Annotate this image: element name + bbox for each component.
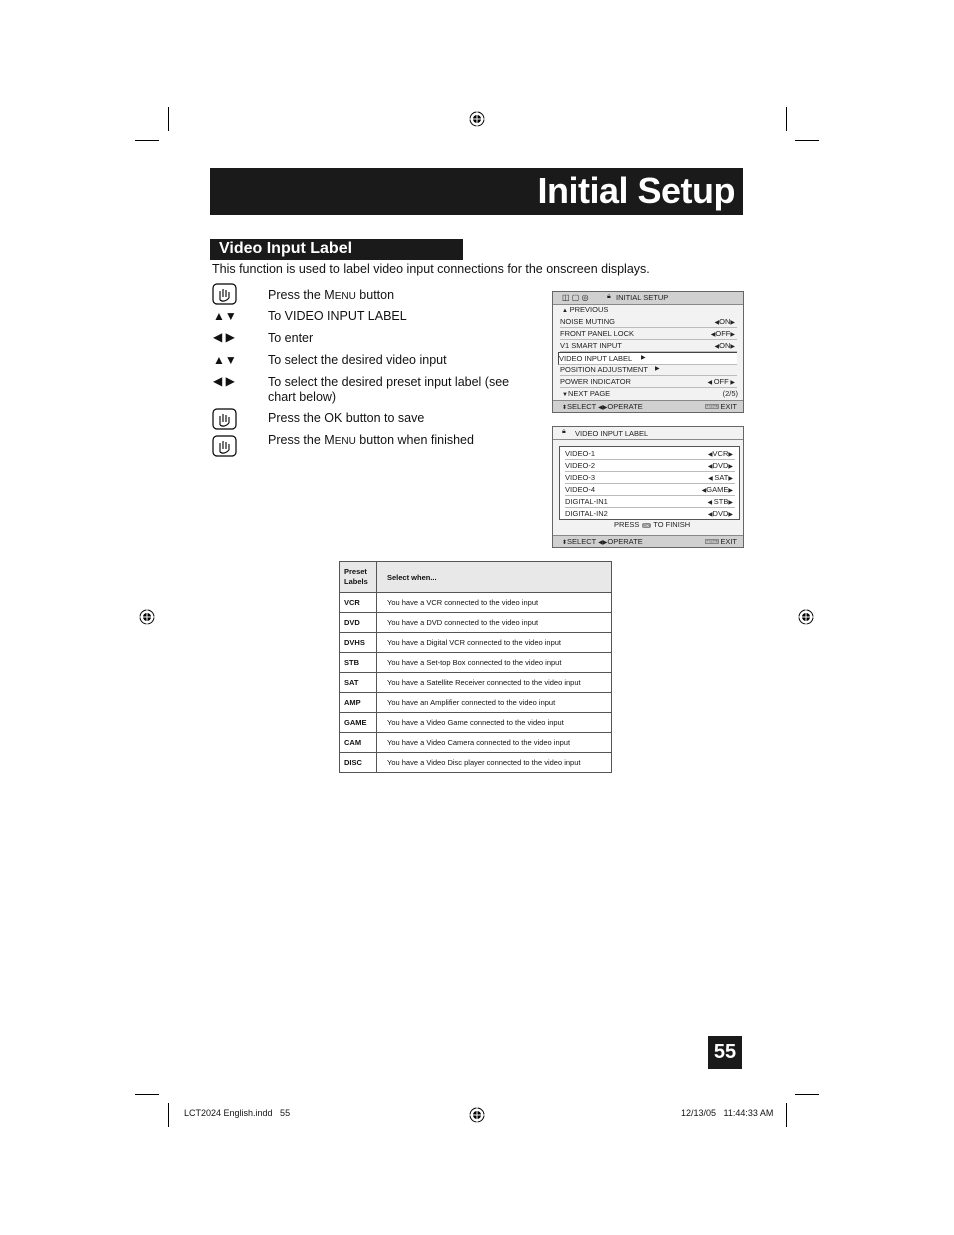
table-row bbox=[340, 673, 612, 693]
page-number: 55 bbox=[708, 1036, 742, 1069]
table-cell: You have a Video Game connected to the video input bbox=[377, 713, 612, 733]
osd-previous[interactable]: ▲ PREVIOUS bbox=[562, 305, 609, 314]
registration-mark-icon bbox=[798, 609, 814, 625]
table-cell: SAT bbox=[340, 673, 377, 693]
preset-labels-table bbox=[339, 561, 612, 773]
table-row bbox=[340, 733, 612, 753]
osd-title: INITIAL SETUP bbox=[616, 293, 669, 302]
table-cell: DVD bbox=[340, 613, 377, 633]
table-row bbox=[340, 753, 612, 773]
table-cell: You have a Video Disc player connected to the video input bbox=[377, 753, 612, 773]
osd-row-v1-smart-input[interactable]: V1 SMART INPUT ◀ON▶ bbox=[560, 341, 735, 350]
step-3-text: To enter bbox=[268, 331, 314, 345]
table-header-cell: Preset Labels bbox=[340, 562, 377, 593]
table-header-cell: Select when... bbox=[377, 562, 612, 593]
table-cell: You have a VCR connected to the video input bbox=[377, 593, 612, 613]
table-cell: DVHS bbox=[340, 633, 377, 653]
title-bar bbox=[210, 168, 743, 215]
table-cell: You have a DVD connected to the video input bbox=[377, 613, 612, 633]
crop-mark bbox=[168, 1103, 169, 1127]
crop-mark bbox=[795, 140, 819, 141]
lock-icon: 🔒︎ bbox=[607, 293, 611, 300]
up-down-arrows-icon: ▲▼ bbox=[213, 353, 237, 367]
table-cell: You have an Amplifier connected to the video input bbox=[377, 693, 612, 713]
remote-hand-icon bbox=[212, 435, 238, 457]
osd-row-video-input-label[interactable]: VIDEO INPUT LABEL ▶ bbox=[558, 352, 737, 365]
table-row bbox=[340, 713, 612, 733]
ok-key-icon: OK bbox=[643, 523, 650, 528]
table-row bbox=[340, 653, 612, 673]
table-cell: CAM bbox=[340, 733, 377, 753]
osd-label-row-video-4[interactable]: VIDEO-4 ◀GAME▶ bbox=[565, 485, 733, 494]
step-6-text: Press the OK button to save bbox=[268, 411, 425, 425]
osd-row-front-panel-lock[interactable]: FRONT PANEL LOCK ◀OFF▶ bbox=[560, 329, 735, 338]
table-cell: You have a Digital VCR connected to the video input bbox=[377, 633, 612, 653]
osd-press-to-finish: PRESS OK TO FINISH bbox=[614, 520, 691, 529]
remote-hand-icon bbox=[212, 283, 238, 305]
crop-mark bbox=[786, 1103, 787, 1127]
left-right-arrows-icon: ◀ ▶ bbox=[213, 374, 235, 388]
section-title: Video Input Label bbox=[219, 240, 353, 257]
lock-icon: 🔒︎ bbox=[562, 428, 566, 435]
step-5-text: To select the desired preset input label (see chart below) bbox=[268, 375, 510, 404]
step-1-text: Press the MENU button bbox=[268, 288, 395, 302]
intro-text: This function is used to label video input connections for the onscreen displays. bbox=[212, 262, 650, 276]
osd-row-position-adjustment[interactable]: POSITION ADJUSTMENT ▶ bbox=[560, 364, 737, 376]
table-header-row bbox=[340, 562, 612, 593]
page-title: Initial Setup bbox=[537, 170, 735, 211]
crop-mark bbox=[135, 140, 159, 141]
osd-title: VIDEO INPUT LABEL bbox=[575, 429, 649, 438]
menu-key-icon: MENU bbox=[706, 404, 718, 409]
table-cell: VCR bbox=[340, 593, 377, 613]
osd-page-indicator: (2/5) bbox=[722, 389, 738, 398]
footer-timestamp: 12/13/05 11:44:33 AM bbox=[681, 1108, 774, 1118]
crop-mark bbox=[168, 107, 169, 131]
osd-label-row-video-1[interactable]: VIDEO-1 ◀VCR▶ bbox=[565, 449, 733, 458]
osd-next-page[interactable]: ▼NEXT PAGE bbox=[562, 389, 611, 398]
section-header bbox=[210, 239, 463, 260]
registration-mark-icon bbox=[139, 609, 155, 625]
table-cell: AMP bbox=[340, 693, 377, 713]
table-cell: STB bbox=[340, 653, 377, 673]
left-right-arrows-icon: ◀ ▶ bbox=[213, 330, 235, 344]
step-7-text: Press the MENU button when finished bbox=[268, 433, 474, 447]
osd-header bbox=[553, 427, 743, 440]
footer-file-name: LCT2024 English.indd 55 bbox=[184, 1108, 291, 1118]
table-row bbox=[340, 693, 612, 713]
menu-key-icon: MENU bbox=[706, 539, 718, 544]
step-4-text: To select the desired video input bbox=[268, 353, 447, 367]
crop-mark bbox=[135, 1094, 159, 1095]
step-2-text: To VIDEO INPUT LABEL bbox=[268, 309, 407, 323]
osd-row-power-indicator[interactable]: POWER INDICATOR ◀ OFF ▶ bbox=[560, 377, 735, 386]
osd-header bbox=[553, 292, 743, 305]
osd-label-row-video-3[interactable]: VIDEO-3 ◀ SAT▶ bbox=[565, 473, 733, 482]
table-cell: You have a Satellite Receiver connected to the video input bbox=[377, 673, 612, 693]
osd-footer: ⬍SELECT ◀▶OPERATE MENU EXIT bbox=[553, 535, 743, 547]
osd-row-noise-muting[interactable]: NOISE MUTING ◀ON▶ bbox=[560, 317, 735, 326]
table-cell: You have a Video Camera connected to the video input bbox=[377, 733, 612, 753]
osd-initial-setup-menu bbox=[552, 291, 744, 413]
remote-hand-icon bbox=[212, 408, 238, 430]
osd-footer: ⬍SELECT ◀▶OPERATE MENU EXIT bbox=[553, 400, 743, 412]
crop-mark bbox=[786, 107, 787, 131]
table-row bbox=[340, 613, 612, 633]
osd-label-row-video-2[interactable]: VIDEO-2 ◀DVD▶ bbox=[565, 461, 733, 470]
table-cell: You have a Set-top Box connected to the video input bbox=[377, 653, 612, 673]
table-cell: GAME bbox=[340, 713, 377, 733]
osd-label-row-digital-in1[interactable]: DIGITAL-IN1 ◀ STB▶ bbox=[565, 497, 733, 506]
table-cell: DISC bbox=[340, 753, 377, 773]
registration-mark-icon bbox=[469, 1107, 485, 1123]
osd-video-input-label-menu bbox=[552, 426, 744, 548]
table-row bbox=[340, 633, 612, 653]
osd-label-list bbox=[559, 446, 740, 520]
osd-tab-icons: ◫ ▢ ◎ bbox=[562, 293, 589, 302]
up-down-arrows-icon: ▲▼ bbox=[213, 309, 237, 323]
registration-mark-icon bbox=[469, 111, 485, 127]
osd-label-row-digital-in2[interactable]: DIGITAL-IN2 ◀DVD▶ bbox=[565, 509, 733, 518]
table-row bbox=[340, 593, 612, 613]
crop-mark bbox=[795, 1094, 819, 1095]
